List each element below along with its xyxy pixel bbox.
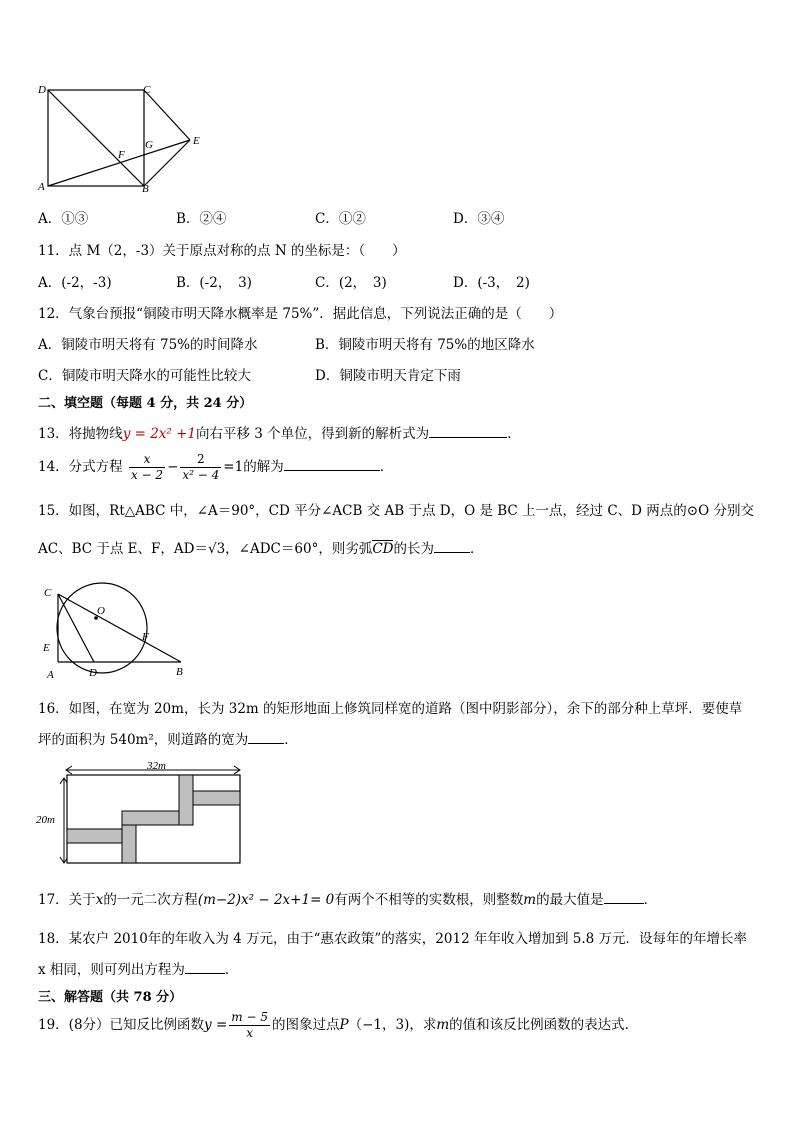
label-f: F	[142, 631, 149, 643]
q10-option-b: B．②④	[176, 211, 227, 227]
q19-fraction: $\frac{m - 5}{x}$	[231, 1010, 268, 1040]
q15-line2: AC、BC 于点 E、F，AD＝√3，∠ADC＝60°，则劣弧CD的长为 ．	[38, 537, 483, 557]
q12-stem: 12．气象台预报“铜陵市明天降水概率是 75%”．据此信息，下列说法正确的是（ ）	[38, 306, 563, 322]
q12-option-a: A．铜陵市明天将有 75%的时间降水	[38, 337, 258, 353]
q14-fraction-2: $\frac{2}{\text{x² − 4}}$	[182, 452, 220, 482]
q15-arc-cd: CD	[372, 541, 394, 557]
length-label: 32m	[147, 760, 166, 772]
label-e: E	[43, 642, 50, 654]
q16-line1: 16．如图，在宽为 20m，长为 32m 的矩形地面上修筑同样宽的道路（图中阴影部分），余下的部分种上草坪．要使草	[38, 701, 743, 717]
q18-line1: 18．某农户 2010年的年收入为 4 万元，由于“惠农政策”的落实，2012 年年收入增加到 5.8 万元．设每年的年增长率	[38, 931, 747, 947]
q18-answer-blank[interactable]	[185, 959, 225, 974]
q13-formula: y = 2x² +1	[122, 426, 197, 442]
q14-post: 的解为	[243, 459, 284, 475]
label-f: F	[118, 149, 125, 161]
q17: 17．关于x的一元二次方程(m−2)x² − 2x+1= 0有两个不相等的实数根，则整数m的最大值是 ．	[38, 888, 657, 908]
q10-option-a: A．①③	[38, 211, 89, 227]
width-label: 20m	[36, 814, 55, 826]
square-figure	[34, 80, 214, 196]
section-heading-solutions: 三、解答题（共 78 分）	[38, 990, 183, 1005]
q14-answer-blank[interactable]	[284, 456, 380, 471]
label-o: O	[97, 605, 105, 617]
q19: 19．(8分）已知反比例函数y = $\frac{m - 5}{x}$ 的图象过点P（−1，3)，求m的值和该反比例函数的表达式．	[38, 1010, 639, 1040]
q15-line1: 15．如图，Rt△ABC 中，∠A＝90°，CD 平分∠ACB 交 AB 于点 D，O 是 BC 上一点，经过 C、D 两点的⊙O 分别交	[38, 503, 754, 519]
label-a: A	[38, 181, 45, 193]
q13: 13．将抛物线y = 2x² +1向右平移 3 个单位，得到新的解析式为 ．	[38, 422, 521, 442]
label-g: G	[145, 139, 153, 151]
road-rectangle-figure	[34, 757, 246, 869]
q14-fraction-1: $\frac{x}{x - 2}$	[130, 452, 164, 482]
q12-option-c: C．铜陵市明天降水的可能性比较大	[38, 368, 251, 384]
label-b: B	[142, 183, 149, 195]
q16-line2: 坪的面积为 540m²，则道路的宽为 ．	[38, 728, 298, 748]
q16-answer-blank[interactable]	[248, 729, 284, 744]
q14-eq: =1	[223, 459, 244, 475]
label-e: E	[193, 135, 200, 147]
q15-sqrt3: √3	[207, 541, 226, 557]
q15-answer-blank[interactable]	[434, 538, 470, 553]
label-a: A	[47, 669, 54, 680]
q11-option-b: B．(-2， 3)	[176, 275, 252, 291]
label-c: C	[44, 587, 52, 599]
circle-triangle-figure	[36, 580, 196, 680]
q18-line2: x 相同，则可列出方程为 ．	[38, 958, 238, 978]
q17-answer-blank[interactable]	[604, 889, 644, 904]
label-b: B	[176, 666, 183, 678]
q13-pre: 13．将抛物线	[38, 426, 123, 442]
label-d: D	[38, 84, 46, 96]
q12-option-b: B．铜陵市明天将有 75%的地区降水	[315, 337, 535, 353]
section-heading-fill-in: 二、填空题（每题 4 分，共 24 分）	[38, 396, 253, 411]
label-c: C	[143, 84, 151, 96]
q13-answer-blank[interactable]	[429, 423, 507, 438]
q10-option-c: C．①②	[315, 211, 366, 227]
q11-option-d: D．(-3， 2)	[453, 275, 530, 291]
q17-equation: (m−2)x² − 2x+1= 0	[197, 892, 335, 908]
q11-option-c: C．(2， 3)	[315, 275, 387, 291]
q10-option-d: D．③④	[453, 211, 505, 227]
q14: 14．分式方程 $\frac{x}{x - 2}$ − $\frac{2}{\text{x² − 4}}$ =1的解为 ．	[38, 452, 394, 482]
q14-pre: 14．分式方程	[38, 459, 123, 475]
q12-option-d: D．铜陵市明天肯定下雨	[315, 368, 461, 384]
q11-option-a: A．(-2，-3)	[38, 275, 112, 291]
label-d: D	[89, 667, 97, 679]
q13-post: 向右平移 3 个单位，得到新的解析式为	[196, 426, 430, 442]
q11-stem: 11．点 M（2，-3）关于原点对称的点 N 的坐标是：（ ）	[38, 243, 406, 259]
